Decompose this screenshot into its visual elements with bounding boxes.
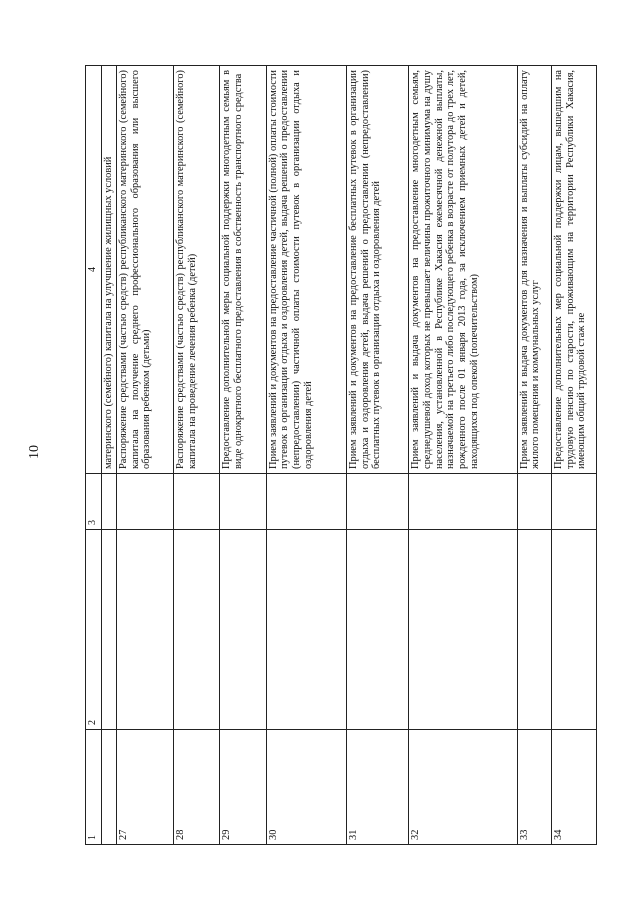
rotated-table-wrapper [85, 65, 597, 845]
row-number: 31 [346, 730, 408, 845]
table-row [220, 66, 266, 845]
table-row [551, 66, 596, 845]
header-row [86, 66, 102, 845]
row-text: Прием заявлений и выдача документов на предоставление многодетным семьям, среднедушевой доход которых не превышает величины прожиточного минимума на душу населения, установленной в Республике Хакасия ежемесячной денежной выплаты, назначаемой на третьего либо последующего ребенка в возрасте от полутора до трех лет, рожденного после 01 января 2013 года, за исключением приемных детей и детей, находящихся под опекой (попечительством) [409, 66, 517, 474]
row-number: 30 [266, 730, 346, 845]
column-header-2: 2 [86, 530, 102, 730]
row-number: 33 [517, 730, 551, 845]
table-row [116, 66, 173, 845]
row-number: 27 [116, 730, 173, 845]
column-header-3: 3 [86, 474, 102, 530]
table-row [102, 66, 117, 845]
table-row [409, 66, 517, 845]
table-row [346, 66, 408, 845]
table-row [174, 66, 220, 845]
column-header-1: 1 [86, 730, 102, 845]
table-row [266, 66, 346, 845]
page-number: 10 [27, 445, 42, 459]
row-number: 29 [220, 730, 266, 845]
row-number: 32 [409, 730, 517, 845]
row-text: Распоряжение средствами (частью средств) республиканского материнского (семейного) капитала на проведение лечения ребенка (детей) [174, 66, 220, 474]
row-text: Предоставление дополнительной меры социальной поддержки многодетным семьям в виде однократного бесплатного предоставления в собственность транспортного средства [220, 66, 266, 474]
row-number: 34 [551, 730, 596, 845]
row-number [102, 730, 117, 845]
services-table [85, 65, 597, 845]
row-text: Прием заявлений и документов на предоставление частичной (полной) оплаты стоимости путевок в организации отдыха и оздоровления детей, выдача решений о предоставлении (непредоставлении) частичной оплаты стоимости путевок в организации отдыха и оздоровления детей [266, 66, 346, 474]
row-text: Предоставление дополнительных мер социальной поддержки лицам, вышедшим на трудовую пенсию по старости, проживающим на территории Республики Хакасия, имеющим общий трудовой стаж не [551, 66, 596, 474]
column-header-4: 4 [86, 66, 102, 474]
row-text: материнского (семейного) капитала на улучшение жилищных условий [102, 66, 117, 474]
row-text: Распоряжение средствами (частью средств) республиканского материнского (семейного) капитала на получение среднего профессионального образования или высшего образования ребенком (детьми) [116, 66, 173, 474]
row-text: Прием заявлений и документов на предоставление бесплатных путевок в организации отдыха и оздоровления детей, выдача решений о предоставлении (непредоставлении) бесплатных путевок в организации отдыха и оздоровления детей [346, 66, 408, 474]
row-number: 28 [174, 730, 220, 845]
row-text: Прием заявлений и выдача документов для назначения и выплаты субсидий на оплату жилого помещения и коммунальных услуг [517, 66, 551, 474]
table-row [517, 66, 551, 845]
